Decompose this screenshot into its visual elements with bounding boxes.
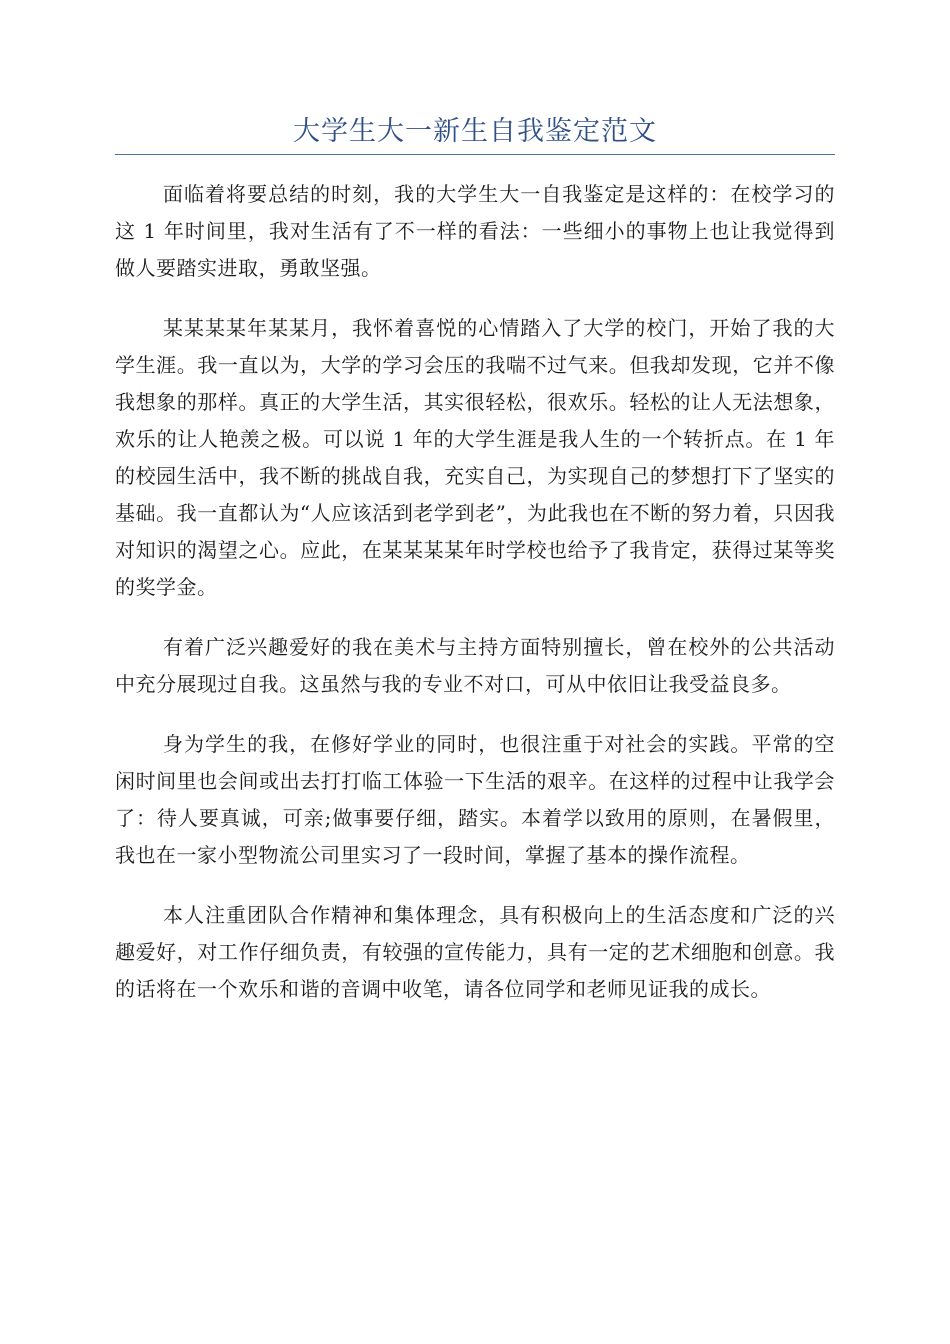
paragraph-2: 某某某某年某某月，我怀着喜悦的心情踏入了大学的校门，开始了我的大学生涯。我一直以为，大学的学习会压的我喘不过气来。但我却发现，它并不像我想象的那样。真正的大学生活，其实很轻松，很欢乐。轻松的让人无法想象，欢乐的让人艳羡之极。可以说 1 年的大学生涯是我人生的一个转折点。在 1 年的校园生活中，我不断的挑战自我，充实自己，为实现自己的梦想打下了坚实的基础。我一直都认为“人应该活到老学到老”，为此我也在不断的努力着，只因我对知识的渴望之心。应此，在某某某某年时学校也给予了我肯定，获得过某等奖的奖学金。 bbox=[115, 316, 835, 599]
document-title: 大学生大一新生自我鉴定范文 bbox=[293, 116, 657, 147]
title-underline bbox=[115, 154, 835, 155]
paragraph-4: 身为学生的我，在修好学业的同时，也很注重于对社会的实践。平常的空闲时间里也会间或出去打打临工体验一下生活的艰辛。在这样的过程中让我学会了：待人要真诚，可亲;做事要仔细，踏实。本着学以致用的原则，在暑假里，我也在一家小型物流公司里实习了一段时间，掌握了基本的操作流程。 bbox=[115, 732, 835, 867]
paragraph-3: 有着广泛兴趣爱好的我在美术与主持方面特别擅长，曾在校外的公共活动中充分展现过自我。这虽然与我的专业不对口，可从中依旧让我受益良多。 bbox=[115, 635, 835, 696]
paragraph-1: 面临着将要总结的时刻，我的大学生大一自我鉴定是这样的：在校学习的这 1 年时间里，我对生活有了不一样的看法：一些细小的事物上也让我觉得到做人要踏实进取，勇敢坚强。 bbox=[115, 182, 835, 280]
paragraph-5: 本人注重团队合作精神和集体理念，具有积极向上的生活态度和广泛的兴趣爱好，对工作仔细负责，有较强的宣传能力，具有一定的艺术细胞和创意。我的话将在一个欢乐和谐的音调中收笔，请各位同学和老师见证我的成长。 bbox=[115, 903, 835, 1001]
document-body bbox=[115, 176, 835, 1031]
